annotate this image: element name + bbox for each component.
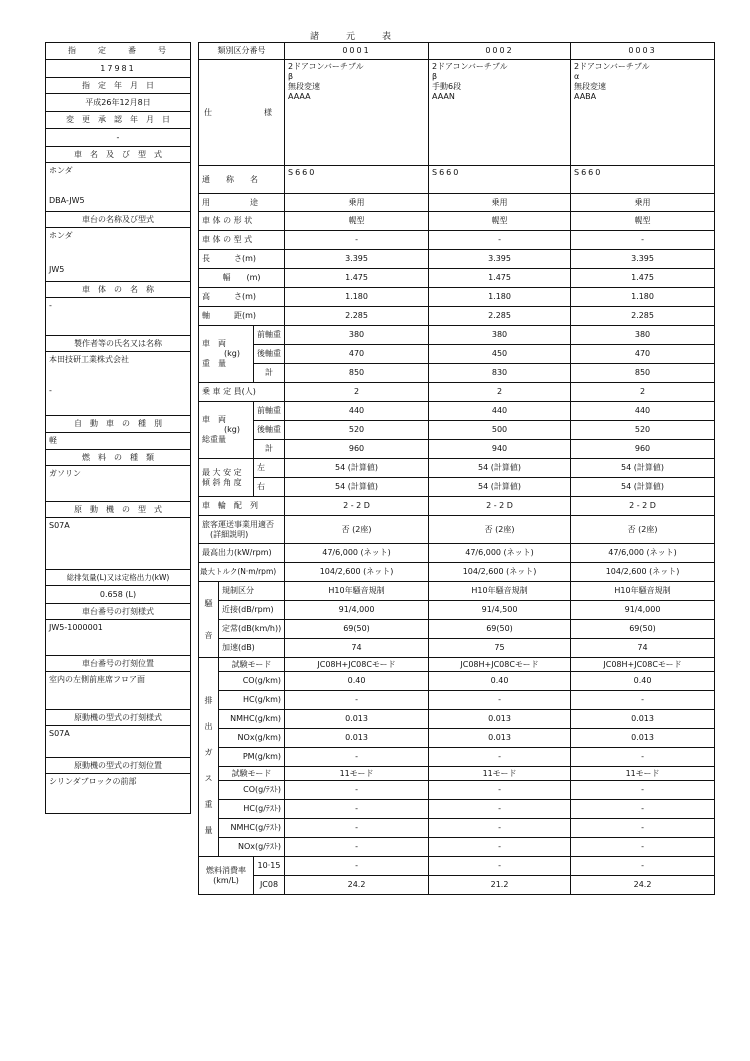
hc-test-label: HC(g/ﾃｽﾄ) [219, 800, 285, 819]
length-col3: 3.395 [571, 250, 715, 269]
class-code-col2: 0002 [429, 43, 571, 60]
co-km-label: CO(g/km) [219, 672, 285, 691]
frame-stamp-style: JW5-1000001 [46, 620, 191, 656]
spec-col3 [571, 60, 715, 166]
exhaust-label [199, 658, 219, 857]
wheel-arrangement-label: 車 輪 配 列 [199, 497, 285, 516]
test-mode-label: 試験モード [219, 658, 285, 672]
noise-accel-col2: 75 [429, 639, 571, 658]
passenger-service-col1: 否 (2座) [285, 516, 429, 544]
noise-reg-label: 規制区分 [219, 582, 285, 601]
purpose-col1: 乗用 [285, 194, 429, 212]
purpose-label: 用 途 [199, 194, 285, 212]
noise-close-col1: 91/4,000 [285, 601, 429, 620]
common-name-label: 通 称 名 [199, 166, 285, 194]
designation-date-label: 指 定 年 月 日 [46, 78, 191, 94]
nmhc-km-label: NMHC(g/km) [219, 710, 285, 729]
fuel-1015-col1: - [285, 857, 429, 876]
weight-total-col3: 850 [571, 364, 715, 383]
exhaust-char-3: ガ [204, 748, 213, 757]
fuel-1015-col3: - [571, 857, 715, 876]
manufacturer-other: - [49, 386, 52, 395]
nmhc-km-col3: 0.013 [571, 710, 715, 729]
frame-stamp-position: 室内の左側前座席フロア面 [46, 672, 191, 710]
spec-col1-grade: β [288, 72, 294, 81]
fuel-consumption-label-1: 燃料消費率 [206, 865, 246, 875]
chassis-model: JW5 [49, 265, 65, 274]
nox-km-col2: 0.013 [429, 729, 571, 748]
max-torque-col2: 104/2,600 (ネット) [429, 563, 571, 582]
co-test-col1: - [285, 781, 429, 800]
gross-front-col3: 440 [571, 402, 715, 421]
capacity-col3: 2 [571, 383, 715, 402]
displacement: 0.658 (L) [46, 586, 191, 604]
fuel-jc08-col2: 21.2 [429, 876, 571, 895]
engine-stamp-position-label: 原動機の型式の打刻位置 [46, 758, 191, 774]
gross-rear-label: 後軸重 [254, 421, 285, 440]
co-km-col3: 0.40 [571, 672, 715, 691]
spec-col3-body: 2ドアコンバーチブル [574, 62, 650, 71]
spec-col3-code: AABA [574, 92, 597, 101]
gross-weight-unit: (kg) [224, 425, 240, 434]
vehicle-weight-label [199, 326, 254, 383]
gross-front-label: 前軸重 [254, 402, 285, 421]
rear-axle-col1: 470 [285, 345, 429, 364]
tilt-right-col2: 54 (計算値) [429, 478, 571, 497]
exhaust-char-6: 量 [204, 826, 213, 835]
nmhc-km-col2: 0.013 [429, 710, 571, 729]
gross-total-label: 計 [254, 440, 285, 459]
fuel-consumption-label [199, 857, 254, 895]
tilt-angle-label-2: 傾 斜 角 度 [202, 477, 242, 487]
nox-km-label: NOx(g/km) [219, 729, 285, 748]
hc-test-col3: - [571, 800, 715, 819]
spec-col2-body: 2ドアコンバーチブル [432, 62, 508, 71]
spec-col2-code: AAAN [432, 92, 455, 101]
nox-km-col1: 0.013 [285, 729, 429, 748]
gross-total-col1: 960 [285, 440, 429, 459]
test-mode-col1: JC08H+JC08Cモード [285, 658, 429, 672]
spec-label: 仕 様 [199, 60, 285, 166]
test-mode2-col1: 11モード [285, 767, 429, 781]
width-label: 幅 (m) [199, 269, 285, 288]
max-power-col2: 47/6,000 (ネット) [429, 544, 571, 563]
wheelbase-col2: 2.285 [429, 307, 571, 326]
vehicle-name-cell [46, 163, 191, 212]
fuel-jc08-label: JC08 [254, 876, 285, 895]
length-col1: 3.395 [285, 250, 429, 269]
chassis-name-label: 車台の名称及び型式 [46, 212, 191, 228]
height-col1: 1.180 [285, 288, 429, 307]
gross-rear-col1: 520 [285, 421, 429, 440]
chassis-maker: ホンダ [49, 231, 73, 240]
spec-col3-trans: 無段変速 [574, 82, 607, 91]
height-label: 高 さ(m) [199, 288, 285, 307]
nmhc-test-col1: - [285, 819, 429, 838]
purpose-col2: 乗用 [429, 194, 571, 212]
nox-test-col1: - [285, 838, 429, 857]
rear-axle-col3: 470 [571, 345, 715, 364]
hc-test-col1: - [285, 800, 429, 819]
nox-test-label: NOx(g/ﾃｽﾄ) [219, 838, 285, 857]
co-km-col1: 0.40 [285, 672, 429, 691]
front-axle-label: 前軸重 [254, 326, 285, 345]
hc-km-col1: - [285, 691, 429, 710]
height-col2: 1.180 [429, 288, 571, 307]
wheelbase-label: 軸 距(m) [199, 307, 285, 326]
exhaust-char-5: 重 [204, 800, 213, 809]
fuel-1015-label: 10·15 [254, 857, 285, 876]
width-col1: 1.475 [285, 269, 429, 288]
tilt-right-col3: 54 (計算値) [571, 478, 715, 497]
vehicle-weight-label-1: 車 両 [202, 339, 226, 348]
passenger-service-col2: 否 (2座) [429, 516, 571, 544]
width-col3: 1.475 [571, 269, 715, 288]
designation-number: 17981 [46, 60, 191, 78]
pm-km-col2: - [429, 748, 571, 767]
hc-km-col3: - [571, 691, 715, 710]
noise-reg-col3: H10年騒音規制 [571, 582, 715, 601]
designation-date: 平成26年12月8日 [46, 94, 191, 112]
rear-axle-label: 後軸重 [254, 345, 285, 364]
frame-stamp-style-label: 車台番号の打刻様式 [46, 604, 191, 620]
wheel-arrangement-col3: 2 - 2 D [571, 497, 715, 516]
spec-col2-trans: 手動6段 [432, 82, 462, 91]
engine-model: S07A [46, 518, 191, 570]
noise-accel-label: 加速(dB) [219, 639, 285, 658]
nmhc-km-col1: 0.013 [285, 710, 429, 729]
noise-label-1: 騒 [204, 598, 213, 608]
max-power-col1: 47/6,000 (ネット) [285, 544, 429, 563]
gross-front-col2: 440 [429, 402, 571, 421]
max-torque-col3: 104/2,600 (ネット) [571, 563, 715, 582]
length-label: 長 さ(m) [199, 250, 285, 269]
change-approval-date: - [46, 129, 191, 147]
noise-accel-col3: 74 [571, 639, 715, 658]
manufacturer-name: 本田技研工業株式会社 [49, 355, 129, 364]
frame-stamp-position-label: 車台番号の打刻位置 [46, 656, 191, 672]
noise-accel-col1: 74 [285, 639, 429, 658]
noise-close-label: 近接(dB/rpm) [219, 601, 285, 620]
engine-stamp-style-label: 原動機の型式の打刻様式 [46, 710, 191, 726]
noise-close-col2: 91/4,500 [429, 601, 571, 620]
co-test-label: CO(g/ﾃｽﾄ) [219, 781, 285, 800]
co-test-col2: - [429, 781, 571, 800]
vehicle-weight-unit: (kg) [224, 349, 240, 358]
tilt-angle-label-1: 最 大 安 定 [202, 467, 242, 477]
nox-test-col2: - [429, 838, 571, 857]
engine-stamp-style: S07A [46, 726, 191, 758]
gross-total-col2: 940 [429, 440, 571, 459]
passenger-service-label-2: (詳細説明) [210, 529, 249, 539]
nmhc-test-col2: - [429, 819, 571, 838]
gross-front-col1: 440 [285, 402, 429, 421]
front-axle-col3: 380 [571, 326, 715, 345]
front-axle-col2: 380 [429, 326, 571, 345]
spec-col1-body: 2ドアコンバーチブル [288, 62, 364, 71]
fuel-type-label: 燃 料 の 種 類 [46, 450, 191, 466]
test-mode2-col2: 11モード [429, 767, 571, 781]
hc-km-label: HC(g/km) [219, 691, 285, 710]
gross-weight-label-1: 車 両 [202, 415, 226, 424]
pm-km-label: PM(g/km) [219, 748, 285, 767]
body-type-col2: - [429, 231, 571, 250]
fuel-1015-col2: - [429, 857, 571, 876]
tilt-left-col3: 54 (計算値) [571, 459, 715, 478]
nmhc-test-label: NMHC(g/ﾃｽﾄ) [219, 819, 285, 838]
vehicle-model: DBA-JW5 [49, 196, 85, 205]
wheelbase-col3: 2.285 [571, 307, 715, 326]
left-info-table [45, 42, 191, 814]
length-col2: 3.395 [429, 250, 571, 269]
tilt-left-col2: 54 (計算値) [429, 459, 571, 478]
pm-km-col3: - [571, 748, 715, 767]
body-shape-col1: 幌型 [285, 212, 429, 231]
capacity-col1: 2 [285, 383, 429, 402]
front-axle-col1: 380 [285, 326, 429, 345]
common-name-col2: S660 [429, 166, 571, 194]
manufacturer-label: 製作者等の氏名又は名称 [46, 336, 191, 352]
height-col3: 1.180 [571, 288, 715, 307]
noise-reg-col2: H10年騒音規制 [429, 582, 571, 601]
vehicle-weight-label-2: 重 量 [202, 359, 226, 368]
spec-col2 [429, 60, 571, 166]
passenger-service-label [199, 516, 285, 544]
nox-km-col3: 0.013 [571, 729, 715, 748]
hc-test-col2: - [429, 800, 571, 819]
wheel-arrangement-col1: 2 - 2 D [285, 497, 429, 516]
noise-close-col3: 91/4,000 [571, 601, 715, 620]
co-test-col3: - [571, 781, 715, 800]
exhaust-char-1: 排 [204, 696, 213, 705]
vehicle-name-label: 車 名 及 び 型 式 [46, 147, 191, 163]
wheel-arrangement-col2: 2 - 2 D [429, 497, 571, 516]
displacement-label: 総排気量(L)又は定格出力(kW) [46, 570, 191, 586]
body-type-label: 車 体 の 型 式 [199, 231, 285, 250]
capacity-col2: 2 [429, 383, 571, 402]
tilt-right-col1: 54 (計算値) [285, 478, 429, 497]
max-power-col3: 47/6,000 (ネット) [571, 544, 715, 563]
max-torque-label: 最大トルク(N·m/rpm) [199, 563, 285, 582]
nox-test-col3: - [571, 838, 715, 857]
noise-constant-col3: 69(50) [571, 620, 715, 639]
noise-constant-col2: 69(50) [429, 620, 571, 639]
gross-rear-col2: 500 [429, 421, 571, 440]
noise-label-2: 音 [204, 630, 213, 640]
exhaust-char-2: 出 [204, 722, 213, 731]
hc-km-col2: - [429, 691, 571, 710]
vehicle-name: ホンダ [49, 166, 73, 175]
passenger-service-label-1: 旅客運送事業用適否 [202, 519, 274, 529]
change-approval-label: 変 更 承 認 年 月 日 [46, 112, 191, 129]
body-shape-col2: 幌型 [429, 212, 571, 231]
gross-rear-col3: 520 [571, 421, 715, 440]
pm-km-col1: - [285, 748, 429, 767]
test-mode-col2: JC08H+JC08Cモード [429, 658, 571, 672]
document-title: 諸 元 表 [310, 32, 395, 42]
spec-col1 [285, 60, 429, 166]
max-power-label: 最高出力(kW/rpm) [199, 544, 285, 563]
fuel-jc08-col3: 24.2 [571, 876, 715, 895]
rear-axle-col2: 450 [429, 345, 571, 364]
tilt-right-label: 右 [254, 478, 285, 497]
spec-col3-grade: α [574, 72, 580, 81]
tilt-left-label: 左 [254, 459, 285, 478]
fuel-jc08-col1: 24.2 [285, 876, 429, 895]
weight-total-label: 計 [254, 364, 285, 383]
noise-constant-label: 定常(dB(km/h)) [219, 620, 285, 639]
body-name: - [46, 298, 191, 336]
class-code-col1: 0001 [285, 43, 429, 60]
tilt-angle-label [199, 459, 254, 497]
vehicle-class-label: 自 動 車 の 種 別 [46, 416, 191, 433]
spec-table [198, 42, 714, 895]
passenger-service-col3: 否 (2座) [571, 516, 715, 544]
class-code-label: 類別区分番号 [199, 43, 285, 60]
spec-col2-grade: β [432, 72, 438, 81]
spec-col1-trans: 無段変速 [288, 82, 321, 91]
nmhc-test-col3: - [571, 819, 715, 838]
common-name-col1: S660 [285, 166, 429, 194]
max-torque-col1: 104/2,600 (ネット) [285, 563, 429, 582]
fuel-type: ガソリン [46, 466, 191, 502]
noise-constant-col1: 69(50) [285, 620, 429, 639]
class-code-col3: 0003 [571, 43, 715, 60]
weight-total-col2: 830 [429, 364, 571, 383]
designation-number-label: 指 定 番 号 [46, 43, 191, 60]
body-name-label: 車 体 の 名 称 [46, 282, 191, 298]
engine-model-label: 原 動 機 の 型 式 [46, 502, 191, 518]
width-col2: 1.475 [429, 269, 571, 288]
tilt-left-col1: 54 (計算値) [285, 459, 429, 478]
purpose-col3: 乗用 [571, 194, 715, 212]
noise-reg-col1: H10年騒音規制 [285, 582, 429, 601]
vehicle-class: 軽 [46, 433, 191, 450]
body-type-col1: - [285, 231, 429, 250]
gross-weight-label [199, 402, 254, 459]
body-type-col3: - [571, 231, 715, 250]
test-mode2-col3: 11モード [571, 767, 715, 781]
engine-stamp-position: シリンダブロックの前部 [46, 774, 191, 814]
gross-total-col3: 960 [571, 440, 715, 459]
chassis-name-cell [46, 228, 191, 282]
gross-weight-label-2: 総重量 [202, 435, 226, 444]
co-km-col2: 0.40 [429, 672, 571, 691]
exhaust-char-4: ス [204, 774, 213, 783]
test-mode2-label: 試験モード [219, 767, 285, 781]
fuel-consumption-unit: (km/L) [213, 875, 239, 885]
weight-total-col1: 850 [285, 364, 429, 383]
body-shape-col3: 幌型 [571, 212, 715, 231]
common-name-col3: S660 [571, 166, 715, 194]
capacity-label: 乗 車 定 員(人) [199, 383, 285, 402]
manufacturer-cell [46, 352, 191, 416]
wheelbase-col1: 2.285 [285, 307, 429, 326]
spec-col1-code: AAAA [288, 92, 311, 101]
body-shape-label: 車 体 の 形 状 [199, 212, 285, 231]
noise-label [199, 582, 219, 658]
test-mode-col3: JC08H+JC08Cモード [571, 658, 715, 672]
